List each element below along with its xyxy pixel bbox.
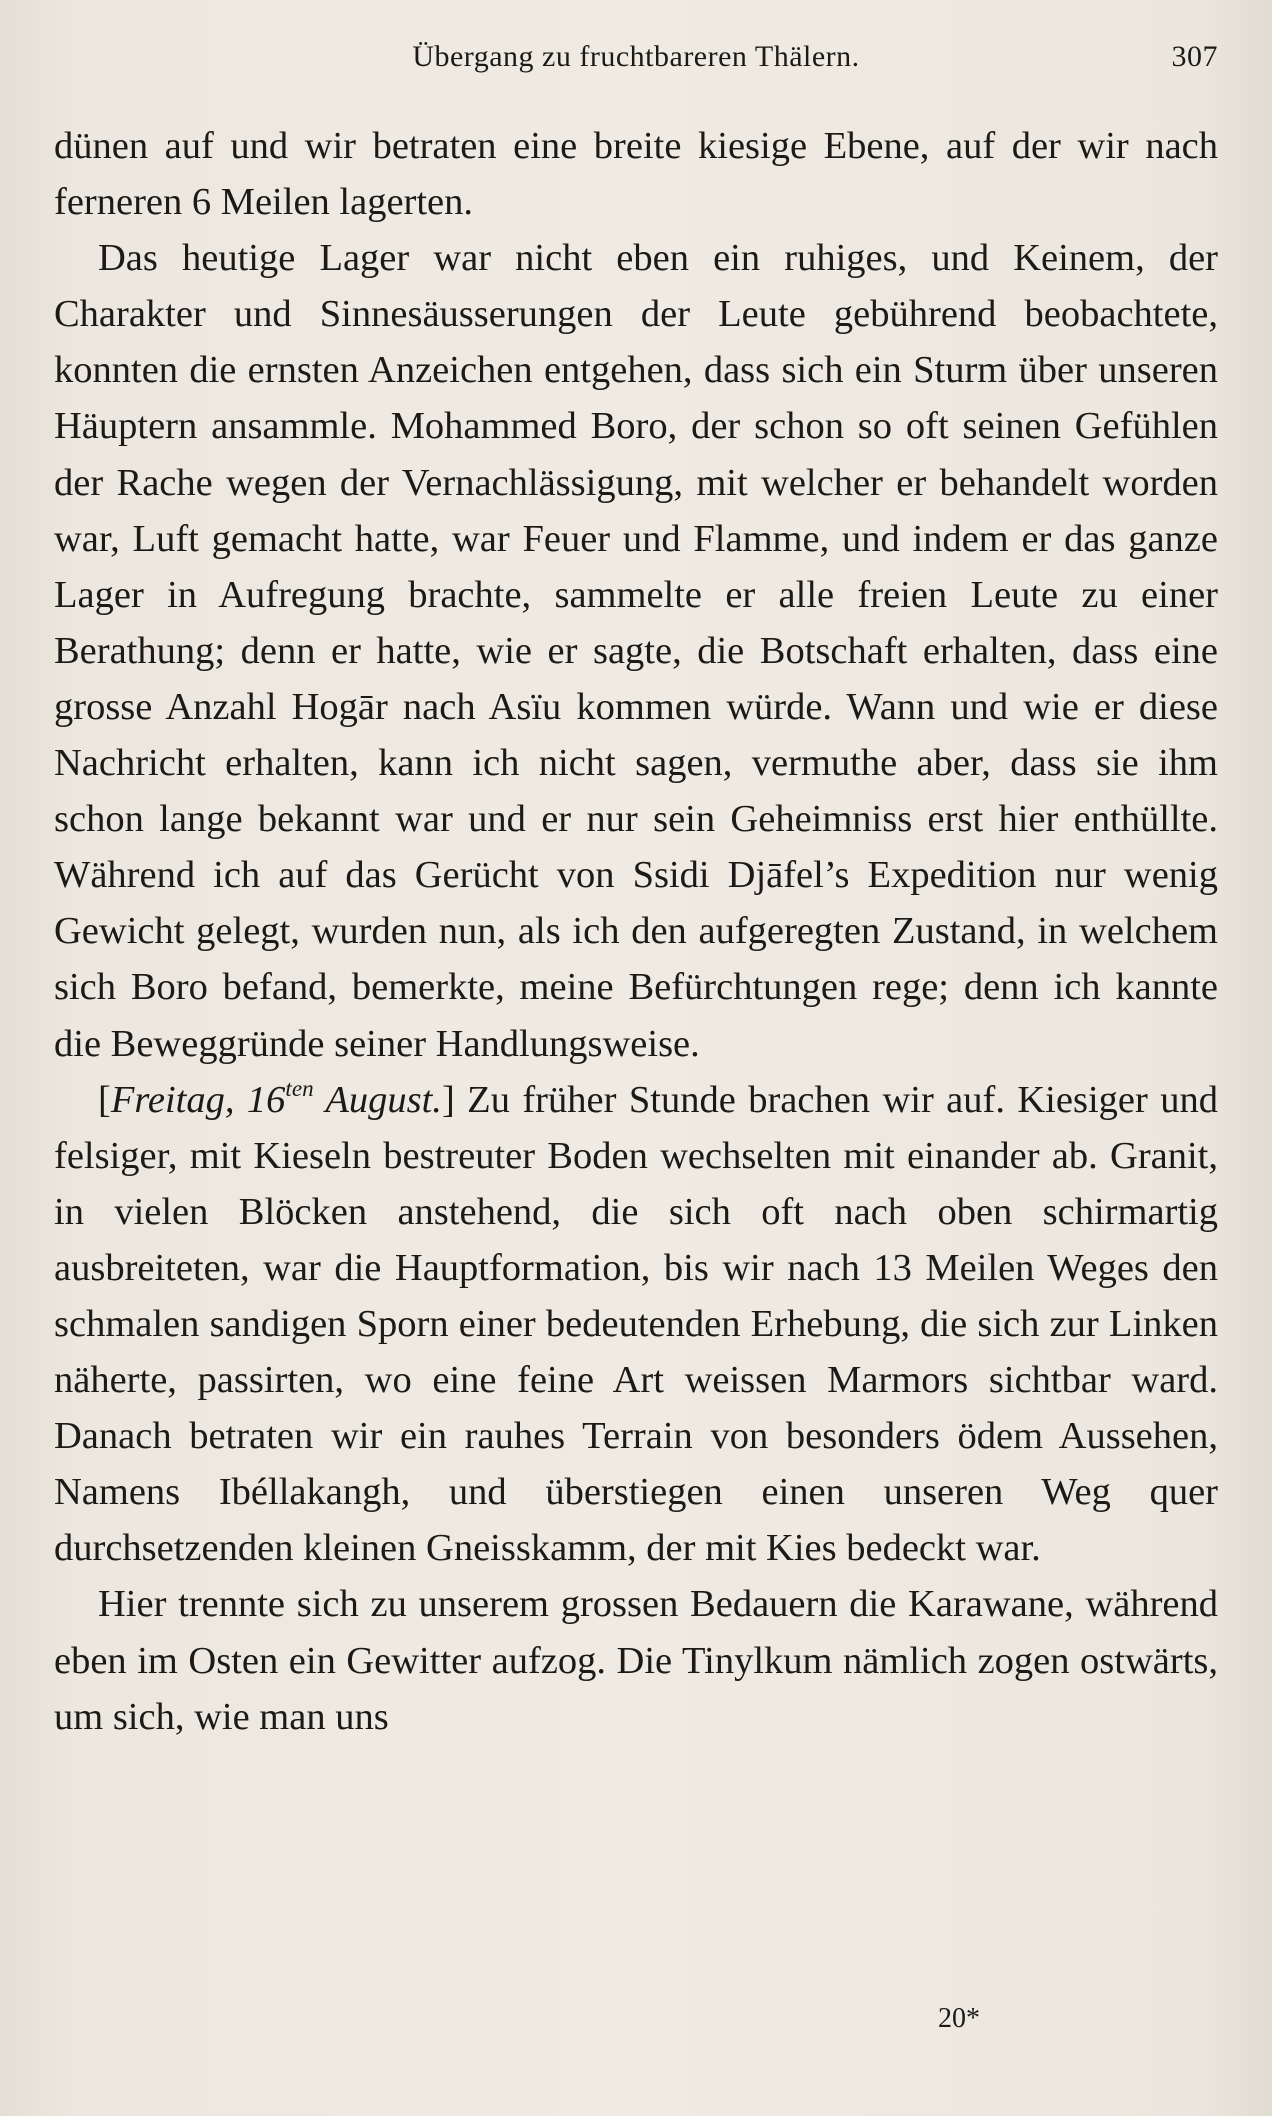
date-note-close-bracket: ]	[441, 1078, 455, 1121]
paragraph-caravan: Hier trennte sich zu unserem grossen Bedauern die Karawane, während eben im Osten ein Gewitter aufzog. Die Tinylkum nämlich zogen ostwärts, um sich, wie man uns	[54, 1583, 1218, 1738]
page-number: 307	[1171, 40, 1218, 73]
date-note-day: Freitag, 16	[110, 1078, 286, 1121]
running-head	[54, 40, 1218, 80]
date-note-ordinal: ten	[285, 1074, 314, 1101]
paragraph-camp: Das heutige Lager war nicht eben ein ruhiges, und Keinem, der Charakter und Sinnesäusserungen der Leute gebührend beobachtete, konnten die ernsten Anzeichen entgehen, dass sich ein Sturm über unseren Häuptern ansammle. Mohammed Boro, der schon so oft seinen Gefühlen der Rache wegen der Vernachlässigung, mit welcher er behandelt worden war, Luft gemacht hatte, war Feuer und Flamme, und indem er das ganze Lager in Aufregung brachte, sammelte er alle freien Leute zu einer Berathung; denn er hatte, wie er sagte, die Botschaft erhalten, dass eine grosse Anzahl Hogār nach Asïu kommen würde. Wann und wie er diese Nachricht erhalten, kann ich nicht sagen, vermuthe aber, dass sie ihm schon lange bekannt war und er nur sein Geheimniss erst hier enthüllte. Während ich auf das Gerücht von Ssidi Djāfel’s Expedition nur wenig Gewicht gelegt, wurden nun, als ich den aufgeregten Zustand, in welchem sich Boro befand, bemerkte, meine Befürchtungen rege; denn ich kannte die Beweggründe seiner Handlungsweise.	[54, 237, 1218, 1065]
paragraph-continued: dünen auf und wir betraten eine breite kiesige Ebene, auf der wir nach ferneren 6 Meilen lagerten.	[54, 125, 1218, 224]
running-title: Übergang zu fruchtbareren Thälern.	[412, 40, 860, 73]
body-text	[54, 118, 1218, 1745]
date-note-month: August.	[313, 1078, 442, 1121]
paragraph-friday-text: Zu früher Stunde brachen wir auf. Kiesiger und felsiger, mit Kieseln bestreuter Boden wechselten mit einander ab. Granit, in vielen Blöcken anstehend, die sich oft nach oben schirmartig ausbreiteten, war die Hauptformation, bis wir nach 13 Meilen Weges den schmalen sandigen Sporn einer bedeutenden Erhebung, die sich zur Linken näherte, passirten, wo eine feine Art weissen Marmors sichtbar ward. Danach betraten wir ein rauhes Terrain von besonders ödem Aussehen, Namens Ibéllakangh, und überstiegen einen unseren Weg quer durchsetzenden kleinen Gneisskamm, der mit Kies bedeckt war.	[54, 1078, 1218, 1570]
date-note	[110, 1074, 442, 1121]
date-note-open-bracket: [	[98, 1078, 111, 1121]
signature-mark: 20*	[938, 2003, 980, 2034]
paragraph-friday	[54, 1072, 1218, 1577]
